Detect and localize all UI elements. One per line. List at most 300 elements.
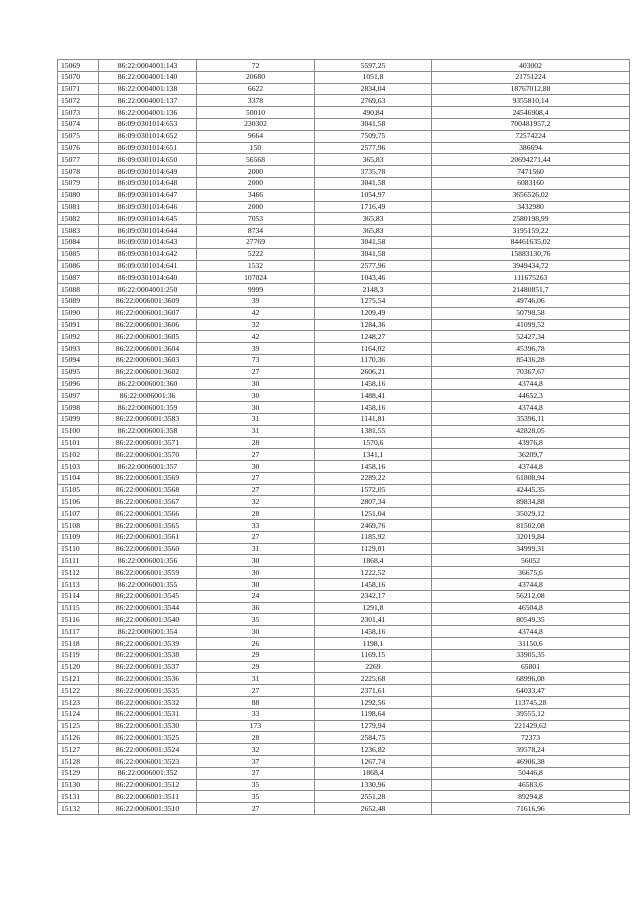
rate-cell: 1458,16: [315, 461, 432, 473]
cadastral-number-cell: 86:22:0006001:3531: [99, 708, 197, 720]
table-row: [58, 319, 630, 331]
value-cell: 46583,6: [432, 779, 630, 791]
rate-cell: 3041,58: [315, 248, 432, 260]
cadastral-number-cell: 86:22:0006001:3604: [99, 343, 197, 355]
cadastral-number-cell: 86:22:0006001:3538: [99, 649, 197, 661]
value-cell: 24546908,4: [432, 107, 630, 119]
area-cell: 31: [197, 413, 315, 425]
row-number-cell: 15120: [58, 661, 99, 673]
row-number-cell: 15073: [58, 107, 99, 119]
cadastral-number-cell: 86:22:0006001:3566: [99, 508, 197, 520]
rate-cell: 1330,96: [315, 779, 432, 791]
row-number-cell: 15095: [58, 366, 99, 378]
rate-cell: 2584,75: [315, 732, 432, 744]
area-cell: 32: [197, 319, 315, 331]
cadastral-number-cell: 86:22:0006001:359: [99, 402, 197, 414]
rate-cell: 1381,55: [315, 425, 432, 437]
rate-cell: 2807,34: [315, 496, 432, 508]
cadastral-number-cell: 86:22:0004001:250: [99, 284, 197, 296]
value-cell: 7471560: [432, 166, 630, 178]
cadastral-number-cell: 86:22:0006001:36: [99, 390, 197, 402]
rate-cell: 1198,64: [315, 708, 432, 720]
area-cell: 32: [197, 496, 315, 508]
rate-cell: 2652,48: [315, 803, 432, 815]
table-row: [58, 154, 630, 166]
value-cell: 44652,3: [432, 390, 630, 402]
rate-cell: 2469,76: [315, 520, 432, 532]
area-cell: 9999: [197, 284, 315, 296]
row-number-cell: 15115: [58, 602, 99, 614]
table-row: [58, 142, 630, 154]
row-number-cell: 15081: [58, 201, 99, 213]
area-cell: 42: [197, 331, 315, 343]
table-row: [58, 354, 630, 366]
value-cell: 85436,28: [432, 354, 630, 366]
value-cell: 15883130,76: [432, 248, 630, 260]
table-row: [58, 472, 630, 484]
table-row: [58, 189, 630, 201]
row-number-cell: 15086: [58, 260, 99, 272]
value-cell: 89834,88: [432, 496, 630, 508]
row-number-cell: 15088: [58, 284, 99, 296]
value-cell: 39555,12: [432, 708, 630, 720]
row-number-cell: 15130: [58, 779, 99, 791]
cadastral-number-cell: 86:22:0006001:3530: [99, 720, 197, 732]
row-number-cell: 15114: [58, 590, 99, 602]
value-cell: 403002: [432, 60, 630, 72]
rate-cell: 1458,16: [315, 579, 432, 591]
area-cell: 33: [197, 708, 315, 720]
table-row: [58, 508, 630, 520]
area-cell: 33: [197, 520, 315, 532]
table-row: [58, 166, 630, 178]
value-cell: 21751224: [432, 71, 630, 83]
row-number-cell: 15125: [58, 720, 99, 732]
table-row: [58, 413, 630, 425]
area-cell: 26: [197, 638, 315, 650]
area-cell: 2000: [197, 166, 315, 178]
cadastral-number-cell: 86:09:0301014:642: [99, 248, 197, 260]
table-row: [58, 331, 630, 343]
rate-cell: 2225,68: [315, 673, 432, 685]
value-cell: 49746,06: [432, 295, 630, 307]
value-cell: 68996,08: [432, 673, 630, 685]
cadastral-number-cell: 86:22:0006001:3536: [99, 673, 197, 685]
table-row: [58, 708, 630, 720]
table-row: [58, 803, 630, 815]
value-cell: 71616,96: [432, 803, 630, 815]
row-number-cell: 15126: [58, 732, 99, 744]
table-row: [58, 767, 630, 779]
cadastral-number-cell: 86:22:0006001:355: [99, 579, 197, 591]
cadastral-number-cell: 86:09:0301014:652: [99, 130, 197, 142]
table-row: [58, 390, 630, 402]
value-cell: 20694271,44: [432, 154, 630, 166]
cadastral-number-cell: 86:22:0006001:3545: [99, 590, 197, 602]
area-cell: 24: [197, 590, 315, 602]
cadastral-number-cell: 86:22:0006001:3510: [99, 803, 197, 815]
table-body: [58, 60, 630, 815]
area-cell: 29: [197, 661, 315, 673]
row-number-cell: 15080: [58, 189, 99, 201]
area-cell: 35: [197, 791, 315, 803]
area-cell: 30: [197, 390, 315, 402]
area-cell: 30: [197, 461, 315, 473]
table-row: [58, 520, 630, 532]
area-cell: 9664: [197, 130, 315, 142]
table-row: [58, 71, 630, 83]
row-number-cell: 15110: [58, 543, 99, 555]
table-row: [58, 260, 630, 272]
area-cell: 35: [197, 614, 315, 626]
value-cell: 81502,08: [432, 520, 630, 532]
row-number-cell: 15108: [58, 520, 99, 532]
rate-cell: 1868,4: [315, 555, 432, 567]
table-row: [58, 307, 630, 319]
rate-cell: 1868,4: [315, 767, 432, 779]
value-cell: 84461635,02: [432, 236, 630, 248]
table-row: [58, 60, 630, 72]
table-row: [58, 437, 630, 449]
table-row: [58, 697, 630, 709]
value-cell: 56052: [432, 555, 630, 567]
row-number-cell: 15117: [58, 626, 99, 638]
cadastral-number-cell: 86:22:0006001:356: [99, 555, 197, 567]
value-cell: 43744,8: [432, 402, 630, 414]
area-cell: 72: [197, 60, 315, 72]
row-number-cell: 15113: [58, 579, 99, 591]
table-row: [58, 201, 630, 213]
cadastral-number-cell: 86:22:0006001:3570: [99, 449, 197, 461]
area-cell: 36: [197, 602, 315, 614]
value-cell: 3949434,72: [432, 260, 630, 272]
row-number-cell: 15087: [58, 272, 99, 284]
area-cell: 30: [197, 555, 315, 567]
cadastral-number-cell: 86:22:0006001:3560: [99, 543, 197, 555]
rate-cell: 3041,58: [315, 118, 432, 130]
row-number-cell: 15076: [58, 142, 99, 154]
row-number-cell: 15121: [58, 673, 99, 685]
area-cell: 30: [197, 567, 315, 579]
area-cell: 3378: [197, 95, 315, 107]
value-cell: 3656526,02: [432, 189, 630, 201]
cadastral-number-cell: 86:22:0006001:354: [99, 626, 197, 638]
area-cell: 3466: [197, 189, 315, 201]
value-cell: 46906,38: [432, 756, 630, 768]
table-row: [58, 248, 630, 260]
row-number-cell: 15083: [58, 225, 99, 237]
row-number-cell: 15127: [58, 744, 99, 756]
rate-cell: 1275,54: [315, 295, 432, 307]
value-cell: 39578,24: [432, 744, 630, 756]
row-number-cell: 15092: [58, 331, 99, 343]
rate-cell: 3041,58: [315, 236, 432, 248]
table-row: [58, 402, 630, 414]
cadastral-number-cell: 86:09:0301014:651: [99, 142, 197, 154]
area-cell: 30: [197, 378, 315, 390]
table-row: [58, 720, 630, 732]
area-cell: 5222: [197, 248, 315, 260]
cadastral-number-cell: 86:22:0006001:3567: [99, 496, 197, 508]
row-number-cell: 15091: [58, 319, 99, 331]
cadastral-number-cell: 86:22:0006001:3569: [99, 472, 197, 484]
rate-cell: 1236,82: [315, 744, 432, 756]
area-cell: 30: [197, 579, 315, 591]
area-cell: 31: [197, 543, 315, 555]
row-number-cell: 15129: [58, 767, 99, 779]
cadastral-number-cell: 86:22:0006001:3561: [99, 531, 197, 543]
row-number-cell: 15070: [58, 71, 99, 83]
row-number-cell: 15122: [58, 685, 99, 697]
row-number-cell: 15106: [58, 496, 99, 508]
cadastral-number-cell: 86:22:0006001:3603: [99, 354, 197, 366]
cadastral-number-cell: 86:22:0006001:358: [99, 425, 197, 437]
row-number-cell: 15131: [58, 791, 99, 803]
row-number-cell: 15069: [58, 60, 99, 72]
rate-cell: 1164,02: [315, 343, 432, 355]
rate-cell: 1279,94: [315, 720, 432, 732]
rate-cell: 2769,63: [315, 95, 432, 107]
table-row: [58, 567, 630, 579]
cadastral-number-cell: 86:22:0006001:357: [99, 461, 197, 473]
area-cell: 39: [197, 295, 315, 307]
value-cell: 35029,12: [432, 508, 630, 520]
cadastral-number-cell: 86:22:0006001:3605: [99, 331, 197, 343]
value-cell: 3195159,22: [432, 225, 630, 237]
rate-cell: 2342,17: [315, 590, 432, 602]
value-cell: 2580198,99: [432, 213, 630, 225]
area-cell: 37: [197, 756, 315, 768]
rate-cell: 2289,22: [315, 472, 432, 484]
value-cell: 700481957,2: [432, 118, 630, 130]
cadastral-number-cell: 86:22:0006001:3537: [99, 661, 197, 673]
cadastral-number-cell: 86:22:0006001:3539: [99, 638, 197, 650]
table-row: [58, 213, 630, 225]
table-row: [58, 744, 630, 756]
row-number-cell: 15100: [58, 425, 99, 437]
row-number-cell: 15118: [58, 638, 99, 650]
area-cell: 6622: [197, 83, 315, 95]
table-row: [58, 366, 630, 378]
row-number-cell: 15096: [58, 378, 99, 390]
rate-cell: 1291,8: [315, 602, 432, 614]
area-cell: 27: [197, 366, 315, 378]
row-number-cell: 15103: [58, 461, 99, 473]
cadastral-number-cell: 86:22:0006001:3609: [99, 295, 197, 307]
row-number-cell: 15098: [58, 402, 99, 414]
cadastral-number-cell: 86:22:0004001:136: [99, 107, 197, 119]
value-cell: 41099,52: [432, 319, 630, 331]
value-cell: 50446,8: [432, 767, 630, 779]
rate-cell: 2551,28: [315, 791, 432, 803]
rate-cell: 2371,61: [315, 685, 432, 697]
rate-cell: 2577,96: [315, 260, 432, 272]
value-cell: 9355810,14: [432, 95, 630, 107]
area-cell: 27: [197, 767, 315, 779]
rate-cell: 2148,3: [315, 284, 432, 296]
rate-cell: 1054,97: [315, 189, 432, 201]
row-number-cell: 15128: [58, 756, 99, 768]
cadastral-number-cell: 86:09:0301014:644: [99, 225, 197, 237]
cadastral-number-cell: 86:22:0006001:3523: [99, 756, 197, 768]
rate-cell: 1251,04: [315, 508, 432, 520]
area-cell: 27: [197, 685, 315, 697]
area-cell: 8734: [197, 225, 315, 237]
rate-cell: 2577,96: [315, 142, 432, 154]
value-cell: 113745,28: [432, 697, 630, 709]
value-cell: 33905,35: [432, 649, 630, 661]
table-row: [58, 449, 630, 461]
table-row: [58, 343, 630, 355]
cadastral-number-cell: 86:09:0301014:645: [99, 213, 197, 225]
table-row: [58, 236, 630, 248]
value-cell: 42828,05: [432, 425, 630, 437]
rate-cell: 1292,56: [315, 697, 432, 709]
value-cell: 36675,6: [432, 567, 630, 579]
value-cell: 46504,8: [432, 602, 630, 614]
value-cell: 21480851,7: [432, 284, 630, 296]
rate-cell: 1458,16: [315, 402, 432, 414]
table-row: [58, 756, 630, 768]
rate-cell: 1248,27: [315, 331, 432, 343]
value-cell: 42445,35: [432, 484, 630, 496]
value-cell: 72373: [432, 732, 630, 744]
cadastral-number-cell: 86:22:0006001:3525: [99, 732, 197, 744]
value-cell: 72574224: [432, 130, 630, 142]
rate-cell: 1043,46: [315, 272, 432, 284]
cadastral-number-cell: 86:22:0006001:3583: [99, 413, 197, 425]
row-number-cell: 15084: [58, 236, 99, 248]
value-cell: 43744,8: [432, 626, 630, 638]
rate-cell: 1716,49: [315, 201, 432, 213]
area-cell: 28: [197, 732, 315, 744]
row-number-cell: 15074: [58, 118, 99, 130]
row-number-cell: 15099: [58, 413, 99, 425]
table-row: [58, 732, 630, 744]
table-row: [58, 590, 630, 602]
value-cell: 43744,8: [432, 378, 630, 390]
table-row: [58, 602, 630, 614]
table-row: [58, 225, 630, 237]
row-number-cell: 15112: [58, 567, 99, 579]
rate-cell: 1267,74: [315, 756, 432, 768]
area-cell: 88: [197, 697, 315, 709]
area-cell: 27: [197, 484, 315, 496]
rate-cell: 5597,25: [315, 60, 432, 72]
cadastral-number-cell: 86:09:0301014:650: [99, 154, 197, 166]
area-cell: 2000: [197, 201, 315, 213]
value-cell: 18767012,88: [432, 83, 630, 95]
area-cell: 27: [197, 449, 315, 461]
cadastral-number-cell: 86:22:0006001:3559: [99, 567, 197, 579]
row-number-cell: 15104: [58, 472, 99, 484]
cadastral-number-cell: 86:22:0004001:137: [99, 95, 197, 107]
value-cell: 34999,31: [432, 543, 630, 555]
row-number-cell: 15093: [58, 343, 99, 355]
area-cell: 2000: [197, 177, 315, 189]
rate-cell: 1141,81: [315, 413, 432, 425]
row-number-cell: 15094: [58, 354, 99, 366]
area-cell: 31: [197, 425, 315, 437]
rate-cell: 365,83: [315, 213, 432, 225]
table-row: [58, 484, 630, 496]
cadastral-number-cell: 86:22:0006001:3565: [99, 520, 197, 532]
value-cell: 43744,8: [432, 461, 630, 473]
rate-cell: 1198,1: [315, 638, 432, 650]
area-cell: 173: [197, 720, 315, 732]
value-cell: 65801: [432, 661, 630, 673]
area-cell: 230302: [197, 118, 315, 130]
cadastral-number-cell: 86:22:0006001:3571: [99, 437, 197, 449]
cadastral-number-cell: 86:22:0006001:3535: [99, 685, 197, 697]
area-cell: 30: [197, 626, 315, 638]
rate-cell: 365,83: [315, 225, 432, 237]
row-number-cell: 15089: [58, 295, 99, 307]
table-row: [58, 130, 630, 142]
area-cell: 20680: [197, 71, 315, 83]
cadastral-number-cell: 86:22:0006001:3568: [99, 484, 197, 496]
table-row: [58, 661, 630, 673]
table-row: [58, 673, 630, 685]
cadastral-number-cell: 86:22:0006001:3511: [99, 791, 197, 803]
table-row: [58, 496, 630, 508]
rate-cell: 2606,21: [315, 366, 432, 378]
rate-cell: 2834,04: [315, 83, 432, 95]
table-row: [58, 461, 630, 473]
table-row: [58, 531, 630, 543]
table-row: [58, 284, 630, 296]
area-cell: 28: [197, 508, 315, 520]
rate-cell: 3041,58: [315, 177, 432, 189]
rate-cell: 3735,78: [315, 166, 432, 178]
area-cell: 27769: [197, 236, 315, 248]
row-number-cell: 15079: [58, 177, 99, 189]
row-number-cell: 15097: [58, 390, 99, 402]
area-cell: 107024: [197, 272, 315, 284]
value-cell: 32019,84: [432, 531, 630, 543]
value-cell: 52427,34: [432, 331, 630, 343]
row-number-cell: 15077: [58, 154, 99, 166]
area-cell: 28: [197, 437, 315, 449]
area-cell: 1532: [197, 260, 315, 272]
table-row: [58, 543, 630, 555]
table-row: [58, 685, 630, 697]
rate-cell: 1284,36: [315, 319, 432, 331]
table-row: [58, 272, 630, 284]
table-row: [58, 118, 630, 130]
value-cell: 31150,6: [432, 638, 630, 650]
table-row: [58, 649, 630, 661]
cadastral-number-cell: 86:22:0006001:360: [99, 378, 197, 390]
cadastral-number-cell: 86:22:0006001:3544: [99, 602, 197, 614]
area-cell: 42: [197, 307, 315, 319]
value-cell: 6083160: [432, 177, 630, 189]
cadastral-number-cell: 86:22:0004001:143: [99, 60, 197, 72]
value-cell: 43976,8: [432, 437, 630, 449]
area-cell: 73: [197, 354, 315, 366]
value-cell: 43744,8: [432, 579, 630, 591]
rate-cell: 1222,52: [315, 567, 432, 579]
cadastral-number-cell: 86:09:0301014:648: [99, 177, 197, 189]
cadastral-number-cell: 86:22:0006001:3606: [99, 319, 197, 331]
cadastral-number-cell: 86:09:0301014:647: [99, 189, 197, 201]
area-cell: 27: [197, 803, 315, 815]
row-number-cell: 15111: [58, 555, 99, 567]
row-number-cell: 15123: [58, 697, 99, 709]
rate-cell: 1169,15: [315, 649, 432, 661]
rate-cell: 2301,41: [315, 614, 432, 626]
row-number-cell: 15102: [58, 449, 99, 461]
